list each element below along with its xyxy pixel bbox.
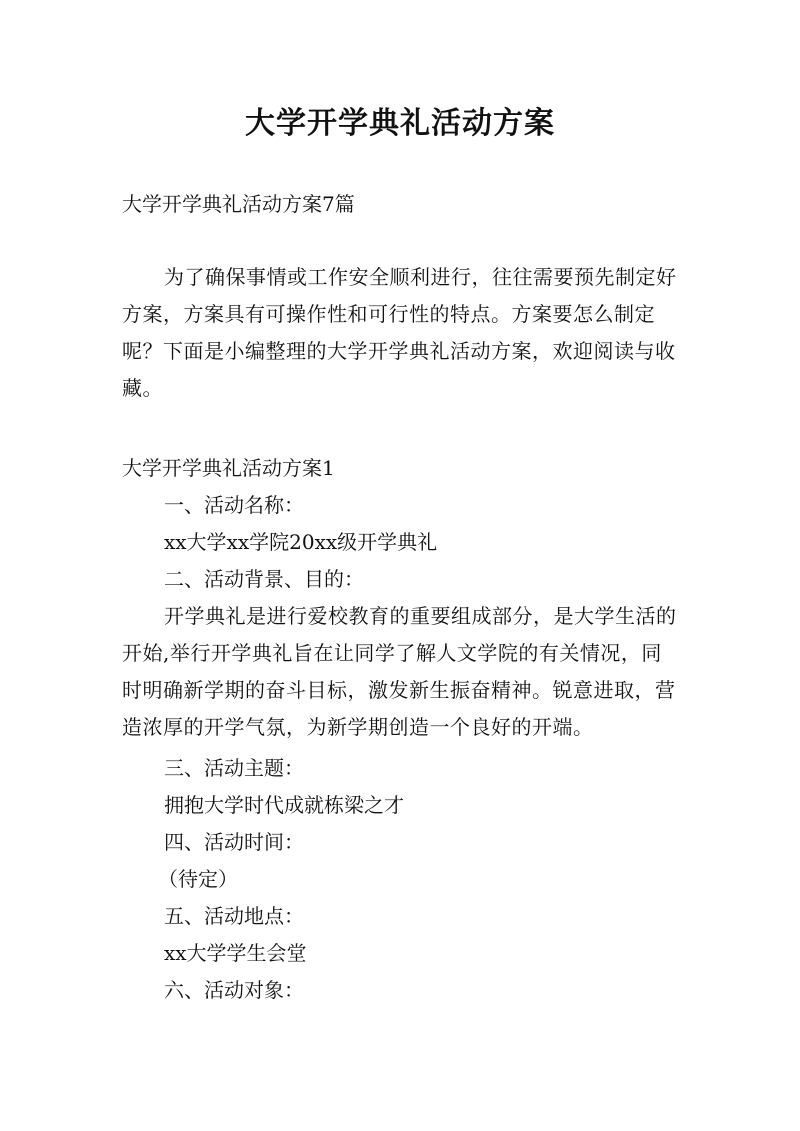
- item-label-name: 一、活动名称：: [164, 493, 304, 517]
- item-value-location: xx大学学生会堂: [164, 941, 307, 965]
- item-label-background: 二、活动背景、目的：: [164, 567, 364, 591]
- item-label-audience: 六、活动对象：: [164, 978, 304, 1002]
- background-paragraph: 开学典礼是进行爱校教育的重要组成部分，是大学生活的开始,举行开学典礼旨在让同学了解人文学院的有关情况，同时明确新学期的奋斗目标，激发新生振奋精神。锐意进取，营造浓厚的开学气氛，为新学期创造一个良好的开端。: [122, 604, 677, 739]
- section-heading: 大学开学典礼活动方案1: [122, 456, 335, 480]
- intro-paragraph: 为了确保事情或工作安全顺利进行，往往需要预先制定好方案，方案具有可操作性和可行性的特点。方案要怎么制定呢？下面是小编整理的大学开学典礼活动方案，欢迎阅读与收藏。: [122, 265, 677, 400]
- document-subtitle: 大学开学典礼活动方案7篇: [122, 192, 355, 216]
- item-label-theme: 三、活动主题：: [164, 756, 304, 780]
- item-label-location: 五、活动地点：: [164, 904, 304, 928]
- item-value-name: xx大学xx学院20xx级开学典礼: [164, 530, 438, 554]
- document-title: 大学开学典礼活动方案: [245, 106, 555, 141]
- item-label-time: 四、活动时间：: [164, 830, 304, 854]
- item-value-time: （待定）: [158, 867, 238, 891]
- item-value-theme: 拥抱大学时代成就栋梁之才: [164, 793, 404, 817]
